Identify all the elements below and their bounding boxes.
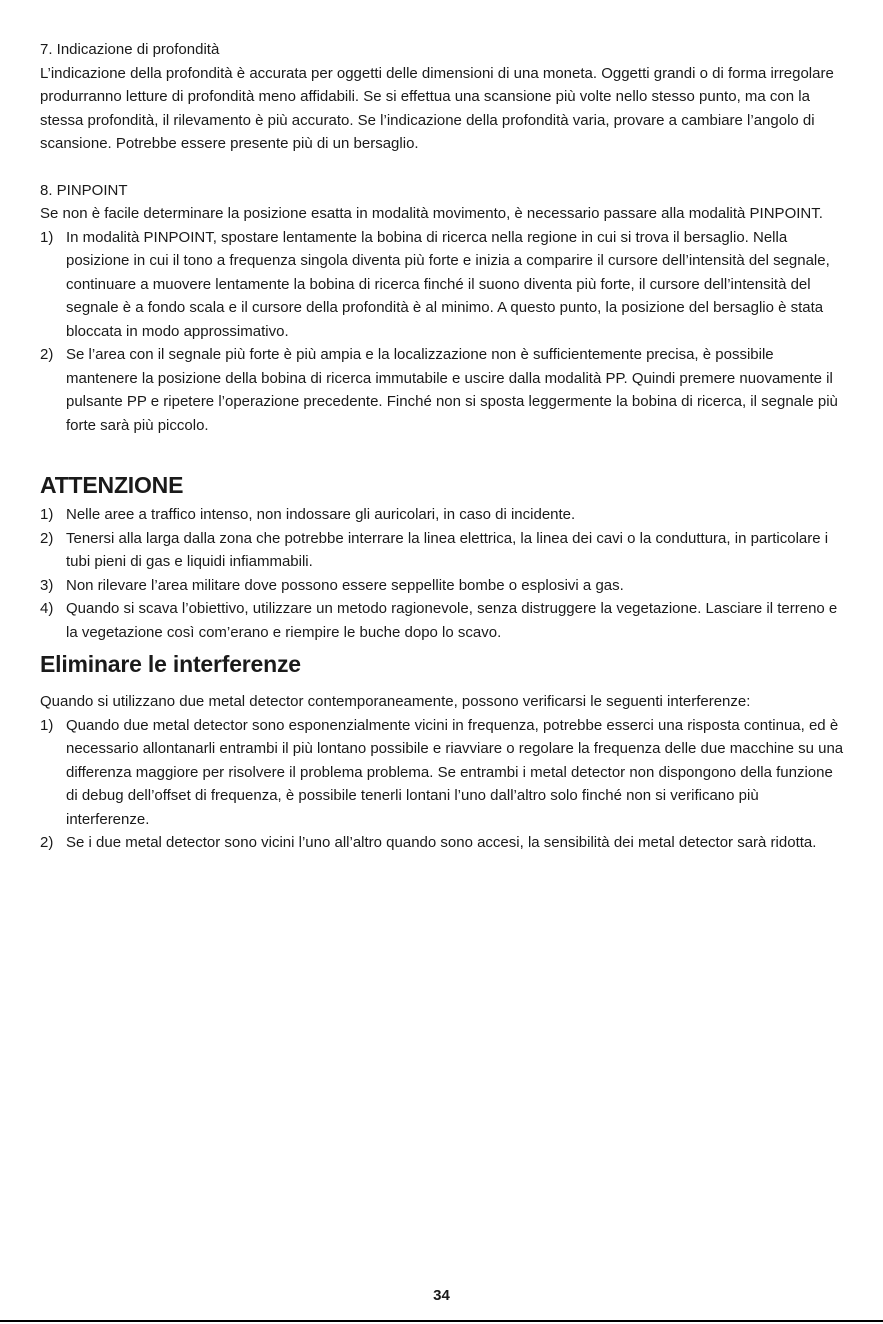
section-7-title: 7. Indicazione di profondità [40, 41, 220, 58]
list-item [40, 527, 846, 574]
list-item-text: Tenersi alla larga dalla zona che potrebbe interrare la linea elettrica, la linea dei cavi o la conduttura, in particolare i tubi pieni di gas e liquidi infiammabili. [66, 529, 829, 570]
list-item-text: Quando si scava l’obiettivo, utilizzare un metodo ragionevole, senza distruggere la vegetazione. Lasciare il terreno e la vegetazione così com’erano e riempire le buche dopo lo scavo. [66, 600, 838, 641]
list-item-number: 1) [40, 506, 54, 523]
list-item [40, 343, 846, 437]
page-number: 34 [433, 1287, 450, 1304]
footer-rule [0, 1320, 883, 1322]
list-item-text: Non rilevare l’area militare dove possono essere seppellite bombe o esplosivi a gas. [66, 576, 624, 594]
list-item-text: In modalità PINPOINT, spostare lentamente la bobina di ricerca nella regione in cui si trova il bersaglio. Nella posizione in cui il tono a frequenza singola diventa più forte e inizia a comparire il cursore dell’intensità del segnale, continuare a muovere lentamente la bobina di ricerca finché il suono diventa più forte, il cursore dell’intensità del segnale è a fondo scala e il cursore della profondità è al minimo. A questo punto, la posizione del bersaglio è stata bloccata in modo approssimativo. [66, 228, 830, 340]
section-8-title: 8. PINPOINT [40, 181, 128, 199]
list-item-number: 1) [40, 716, 54, 734]
list-item [40, 714, 846, 832]
list-item-number: 3) [40, 576, 54, 594]
page-content [40, 38, 846, 855]
list-item-number: 4) [40, 600, 54, 617]
section-7-body: L’indicazione della profondità è accurata per oggetti delle dimensioni di una moneta. Oggetti grandi o di forma irregolare produrranno letture di profondità meno affidabili. Se si effettua una scansione più volte nello stesso punto, ma con la stessa profondità, il rilevamento è più accurato. Se l’indicazione della profondità varia, provare a cambiare l’angolo di scansione. Potrebbe essere presente più di un bersaglio. [40, 64, 834, 152]
interferenze-intro: Quando si utilizzano due metal detector contemporaneamente, possono verificarsi le seguenti interferenze: [40, 693, 751, 710]
list-item-number: 1) [40, 228, 54, 246]
list-item-text: Se i due metal detector sono vicini l’uno all’altro quando sono accesi, la sensibilità dei metal detector sarà ridotta. [66, 834, 817, 851]
list-item [40, 831, 846, 855]
list-item-text: Nelle aree a traffico intenso, non indossare gli auricolari, in caso di incidente. [66, 506, 576, 523]
list-item-number: 2) [40, 529, 54, 547]
section-8-intro: Se non è facile determinare la posizione esatta in modalità movimento, è necessario passare alla modalità PINPOINT. [40, 205, 823, 222]
list-item [40, 503, 846, 527]
list-item-number: 2) [40, 346, 54, 363]
list-item-text: Se l’area con il segnale più forte è più ampia e la localizzazione non è sufficientemente precisa, è possibile mantenere la posizione della bobina di ricerca immutabile e uscire dalla modalità PP. Quindi premere nuovamente il pulsante PP e ripetere l’operazione precedente. Finché non si sposta leggermente la bobina di ricerca, il segnale più forte sarà più piccolo. [66, 346, 838, 434]
interferenze-heading: Eliminare le interferenze [40, 651, 301, 677]
list-item-number: 2) [40, 834, 54, 851]
list-item [40, 597, 846, 644]
list-item-text: Quando due metal detector sono esponenzialmente vicini in frequenza, potrebbe esserci una risposta continua, ed è necessario allontanarli entrambi il più lontano possibile e riavviare o regolare la frequenza delle due macchine su una differenza maggiore per risolvere il problema problema. Se entrambi i metal detector non dispongono della funzione di debug dell’offset di frequenza, è possibile tenerli lontani l’uno dall’altro solo finché non si verificano più interferenze. [66, 716, 844, 828]
attenzione-heading: ATTENZIONE [40, 472, 184, 498]
list-item [40, 226, 846, 344]
list-item [40, 574, 846, 598]
